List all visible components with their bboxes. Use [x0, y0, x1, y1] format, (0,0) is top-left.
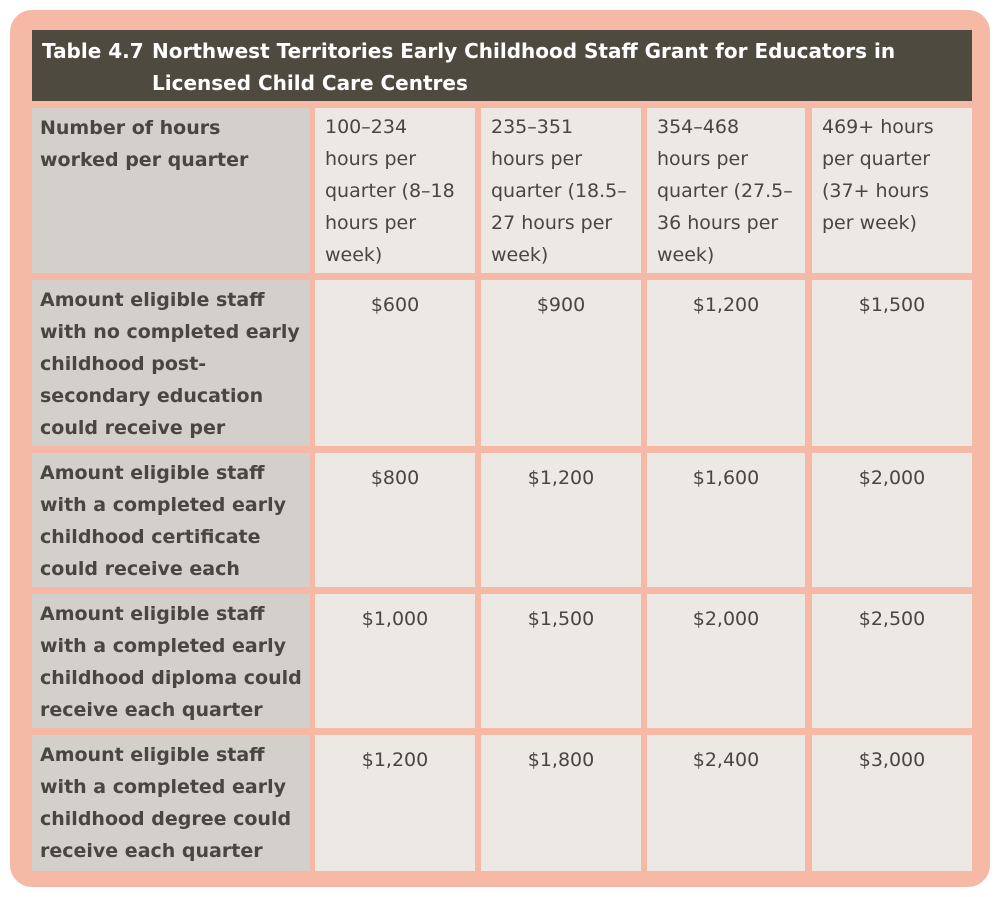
column-header: 354–468 hours per quarter (27.5–36 hours per week): [647, 108, 805, 273]
table-number: Table 4.7: [42, 39, 144, 63]
amount-cell: $900: [481, 280, 641, 446]
amount-cell: $800: [315, 453, 475, 587]
amount-cell: $2,000: [812, 453, 972, 587]
amount-cell: $1,500: [481, 594, 641, 728]
column-header: 235–351 hours per quarter (18.5–27 hours per week): [481, 108, 641, 273]
row-label: Amount eligible staff with a completed early childhood certificate could receive each: [32, 453, 310, 587]
row-label: Amount eligible staff with no completed early childhood post-secondary education could receive per: [32, 280, 310, 446]
amount-cell: $600: [315, 280, 475, 446]
column-header: 100–234 hours per quarter (8–18 hours per week): [315, 108, 475, 273]
amount-cell: $1,000: [315, 594, 475, 728]
table-title: Northwest Territories Early Childhood Staff Grant for Educators in Licensed Child Care Centres: [152, 39, 896, 95]
amount-cell: $1,600: [647, 453, 805, 587]
amount-cell: $1,200: [481, 453, 641, 587]
row-label: Amount eligible staff with a completed early childhood degree could receive each quarter: [32, 735, 310, 871]
row-label: Amount eligible staff with a completed early childhood diploma could receive each quarter: [32, 594, 310, 728]
amount-cell: $1,200: [647, 280, 805, 446]
column-header: 469+ hours per quarter (37+ hours per week): [812, 108, 972, 273]
amount-cell: $2,400: [647, 735, 805, 871]
amount-cell: $2,000: [647, 594, 805, 728]
amount-cell: $1,200: [315, 735, 475, 871]
header-label: Number of hours worked per quarter: [32, 108, 310, 273]
amount-cell: $3,000: [812, 735, 972, 871]
table-title-bar: [32, 30, 972, 101]
amount-cell: $1,800: [481, 735, 641, 871]
amount-cell: $2,500: [812, 594, 972, 728]
amount-cell: $1,500: [812, 280, 972, 446]
